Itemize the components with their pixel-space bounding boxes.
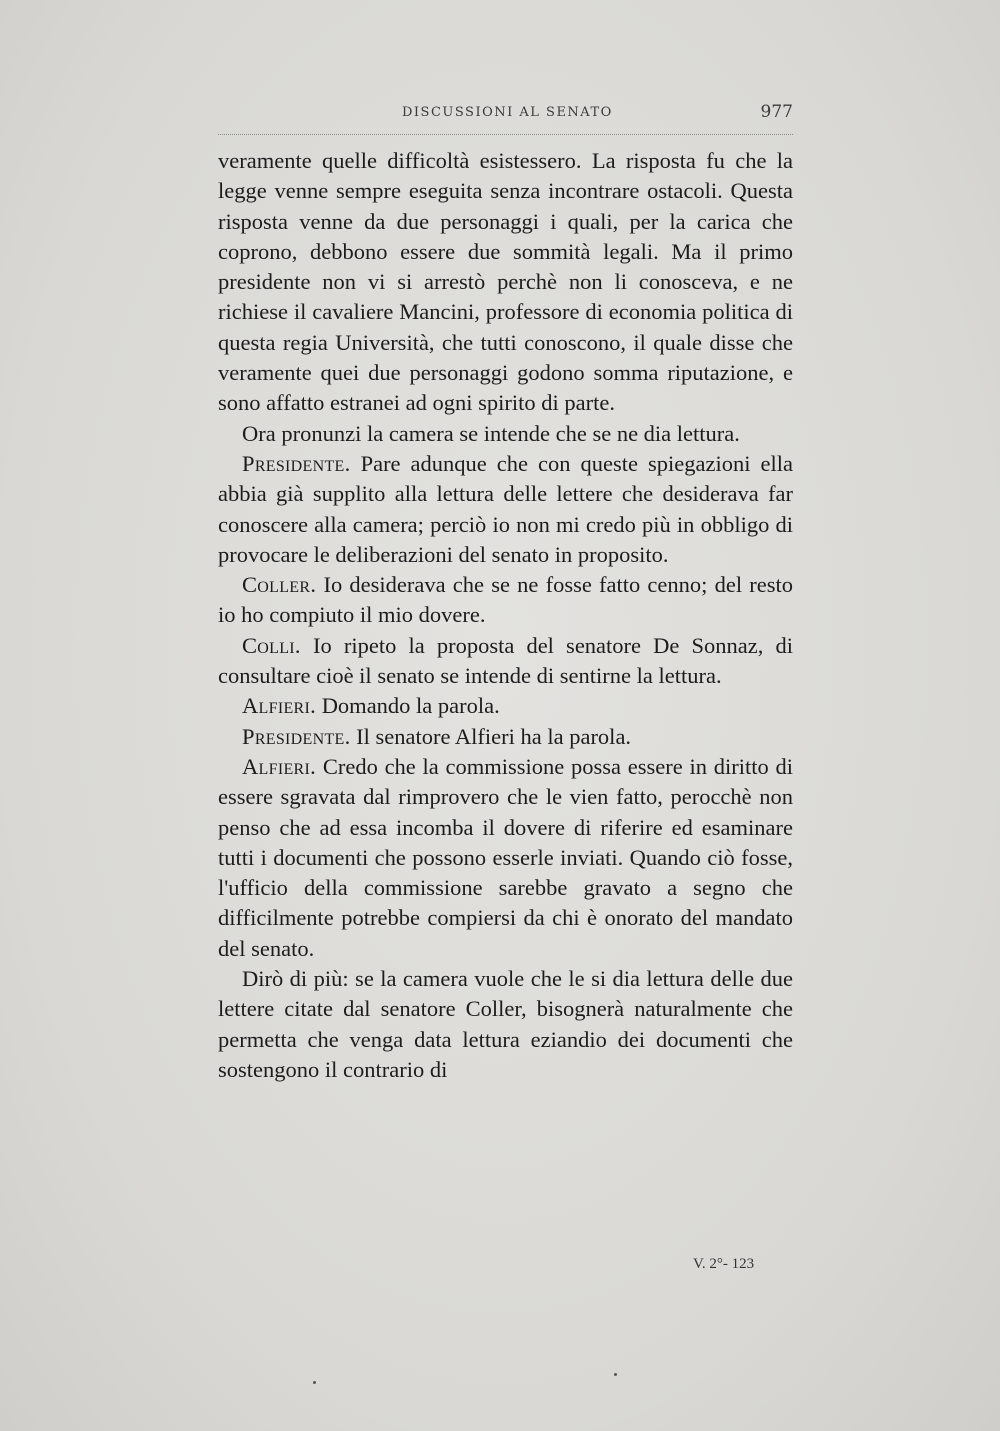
paragraph-text: Io desiderava che se ne fosse fatto cenno; del resto io ho compiuto il mio dovere. [218,572,793,628]
paragraph [218,419,793,449]
signature-mark: V. 2°- 123 [693,1256,755,1272]
speaker-name: Presidente. [242,723,351,749]
paragraph-text: Domando la parola. [321,693,500,719]
paragraph-text: Io ripeto la proposta del senatore De Sonnaz, di consultare cioè il senato se intende di sentirne la lettura. [218,632,793,689]
speaker-name: Coller. [242,572,317,598]
speaker-name: Colli. [242,632,301,658]
body-text [218,146,793,1085]
speck [614,1373,617,1376]
paragraph [218,631,793,692]
paragraph [218,722,793,752]
paragraph-text: Il senatore Alfieri ha la parola. [356,723,632,749]
paragraph-text: Pare adunque che con queste spiegazioni ella abbia già supplito alla lettura delle lettere che desiderava far conoscere alla camera; perciò io non mi credo più in obbligo di provocare le deliberazioni del senato in proposito. [218,450,793,567]
page-number: 977 [760,102,793,122]
paragraph [218,449,793,570]
speaker-name: Alfieri. [242,693,317,719]
speaker-name: Presidente. [242,450,351,476]
paragraph [218,964,793,1085]
paragraph [218,691,793,721]
running-title: DISCUSSIONI AL SENATO [402,105,613,120]
paragraph-text: Dirò di più: se la camera vuole che le si dia lettura delle due lettere citate dal senatore Coller, bisognerà naturalmente che permetta che venga data lettura eziandio dei documenti che sostengono il contrario di [218,966,793,1082]
paragraph-text: Ora pronunzi la camera se intende che se ne dia lettura. [242,420,740,446]
paragraph-text: veramente quelle difficoltà esistessero. La risposta fu che la legge venne sempre eseguita senza incontrare ostacoli. Questa risposta venne da due personaggi i quali, per la carica che coprono, debbono essere due sommità legali. Ma il primo presidente non vi si arrestò perchè non li conosceva, e ne richiese il cavaliere Mancini, professore di economia politica di questa regia Università, che tutti conoscono, il quale disse che veramente quei due personaggi godono somma riputazione, e sono affatto estranei ad ogni spirito di parte. [218,148,793,416]
paragraph [218,146,793,419]
running-header [218,102,793,129]
speck [313,1381,316,1384]
header-rule [218,134,793,135]
speaker-name: Alfieri. [242,753,317,779]
paragraph-text: Credo che la commissione possa essere in diritto di essere sgravata dal rimprovero che le vien fatto, perocchè non penso che ad essa incomba il dovere di riferire ed esaminare tutti i documenti che possono esserle inviati. Quando ciò fosse, l'ufficio della commissione sarebbe gravato a segno che difficilmente potrebbe compiersi da chi è onorato del mandato del senato. [218,753,794,961]
paragraph [218,752,793,964]
paragraph [218,570,793,631]
